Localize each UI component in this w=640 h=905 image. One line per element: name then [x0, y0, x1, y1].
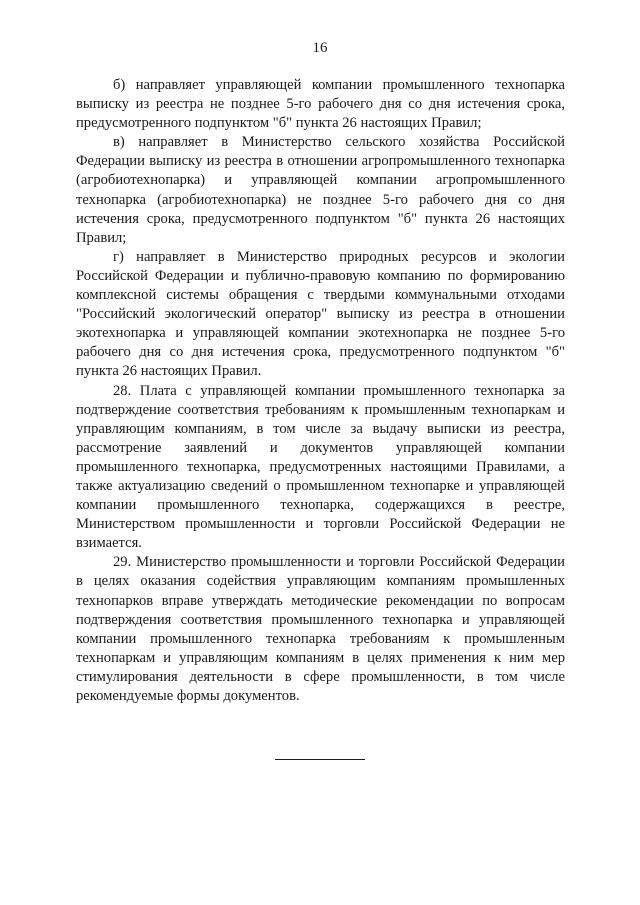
document-body: [76, 76, 565, 706]
paragraph-subitem-v: в) направляет в Министерство сельского хозяйства Российской Федерации выписку из реестра в отношении агропромышленного технопарка (агробиотехнопарка) и управляющей компании агропромышленного технопарка (агробиотехнопарка) не позднее 5-го рабочего дня со дня истечения срока, предусмотренного подпунктом "б" пункта 26 настоящих Правил;: [76, 134, 565, 246]
paragraph-item-29: 29. Министерство промышленности и торговли Российской Федерации в целях оказания содействия управляющим компаниям промышленных технопарков вправе утверждать методические рекомендации по вопросам подтверждения соответствия промышленного технопарка и управляющей компании промышленного технопарка требованиям к промышленным технопаркам и управляющим компаниям в целях применения к ним мер стимулирования деятельности в сфере промышленности, в том числе рекомендуемые формы документов.: [76, 554, 565, 704]
paragraph-subitem-b: б) направляет управляющей компании промышленного технопарка выписку из реестра не позднее 5-го рабочего дня со дня истечения срока, предусмотренного подпунктом "б" пункта 26 настоящих Правил;: [76, 77, 565, 132]
paragraph-item-28: 28. Плата с управляющей компании промышленного технопарка за подтверждение соответствия требованиям к промышленным технопаркам и управляющим компаниям, в том числе за выдачу выписки из реестра, рассмотрение заявлений и документов управляющей компании промышленного технопарка, предусмотренных настоящими Правилами, а также актуализацию сведений о промышленном технопарке и управляющей компании промышленного технопарка, содержащихся в реестре, Министерством промышленности и торговли Российской Федерации не взимается.: [76, 382, 565, 552]
paragraph-subitem-g: г) направляет в Министерство природных ресурсов и экологии Российской Федерации и публично-правовую компанию по формированию комплексной системы обращения с твердыми коммунальными отходами "Российский экологический оператор" выписку из реестра в отношении экотехнопарка и управляющей компании экотехнопарка не позднее 5-го рабочего дня со дня истечения срока, предусмотренного подпунктом "б" пункта 26 настоящих Правил.: [76, 248, 565, 380]
end-separator-line: [275, 759, 365, 760]
page-number: 16: [312, 40, 328, 56]
